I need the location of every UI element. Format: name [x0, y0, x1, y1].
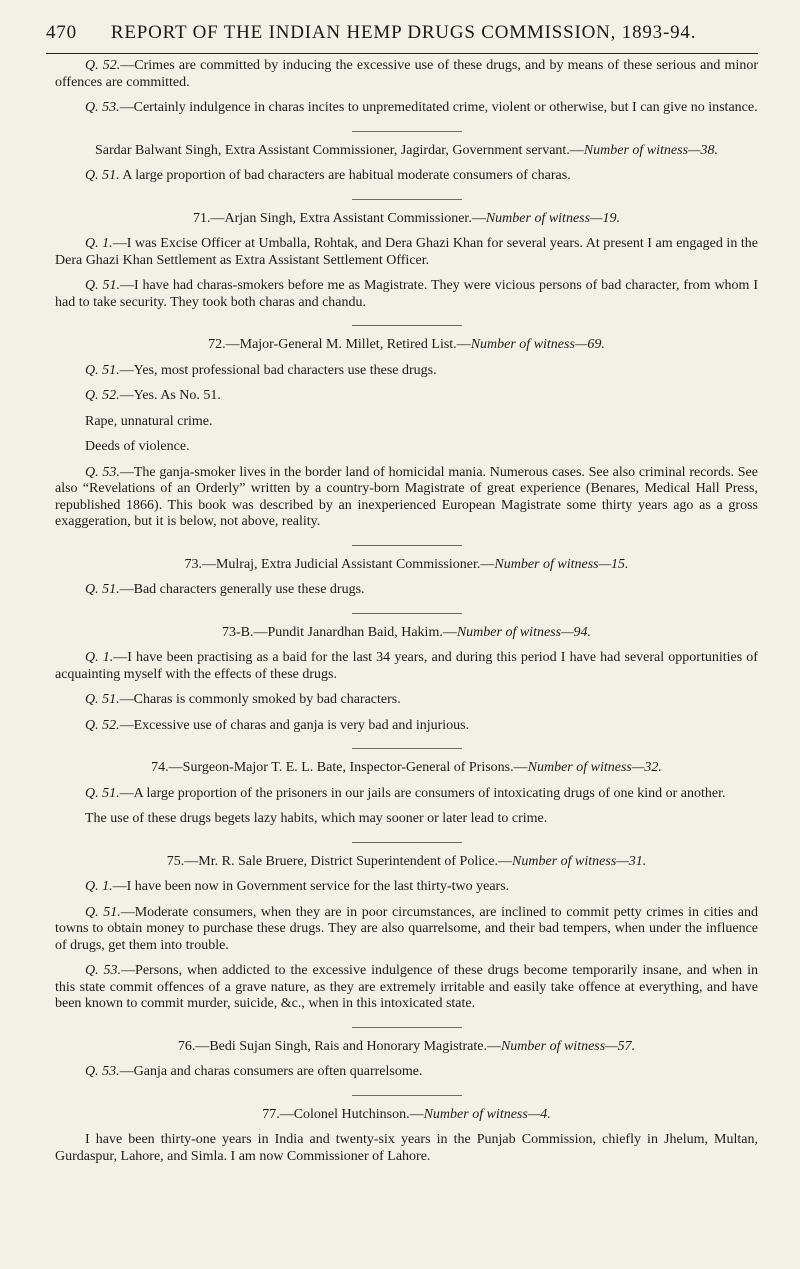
question-number: Q. 1. [85, 879, 113, 894]
answer-text: —Yes. As No. 51. [119, 388, 221, 403]
witness-number: Number of witness—38. [583, 142, 718, 158]
answer-paragraph [55, 439, 758, 456]
witness-number: Number of witness—31. [512, 853, 647, 869]
answer-paragraph [55, 692, 758, 709]
witness-heading [55, 625, 758, 642]
witness-heading [55, 1107, 758, 1124]
section-separator [352, 1027, 462, 1028]
question-number: Q. 1. [85, 236, 113, 251]
section-separator [352, 613, 462, 614]
answer-text: —I have had charas-smokers before me as Magistrate. They were vicious persons of bad character, from whom I had to take security. They took both charas and chandu. [55, 278, 758, 310]
page-header [46, 22, 758, 44]
answer-paragraph [55, 786, 758, 803]
answer-paragraph [55, 879, 758, 896]
answer-text: —Moderate consumers, when they are in poor circumstances, are inclined to commit petty crimes in cities and towns to obtain money to purchase these drugs. They are also quarrelsome, and their bad tempers, when under the influence of drugs, get them into trouble. [55, 904, 758, 953]
answer-text: —I was Excise Officer at Umballa, Rohtak, and Dera Ghazi Khan for several years. At present I am engaged in the Dera Ghazi Khan Settlement as Extra Assistant Settlement Officer. [55, 236, 758, 268]
question-number: Q. 51. [85, 904, 121, 920]
answer-text: —The ganja-smoker lives in the border land of homicidal mania. Numerous cases. See also criminal records. See also “Revelations of an Orderly” written by a country-born Magistrate of great experience (Benares, Medical Hall Press, republished 1866). This book was described by an inexperienced European Magistrate some thirty years ago as a gross exaggeration, but it is below, not above, reality. [55, 464, 758, 529]
answer-text: Deeds of violence. [85, 439, 190, 454]
answer-text: —Ganja and charas consumers are often quarrelsome. [119, 1064, 423, 1079]
section-separator [352, 199, 462, 200]
answer-text: —Yes, most professional bad characters use these drugs. [119, 362, 437, 378]
question-number: Q. 53. [85, 100, 120, 115]
answer-paragraph [55, 414, 758, 431]
question-number: Q. 51. [85, 582, 120, 597]
answer-paragraph [55, 811, 758, 828]
witness-name: 72.—Major-General M. Millet, Retired List.— [208, 337, 471, 352]
witness-heading [55, 1039, 758, 1056]
section-separator [352, 325, 462, 326]
question-number: Q. 51. [85, 278, 120, 293]
answer-paragraph [55, 582, 758, 599]
question-number: Q. 52. [85, 58, 121, 73]
witness-number: Number of witness—94. [456, 624, 592, 640]
answer-text: —I have been practising as a baid for the last 34 years, and during this period I have had several opportunities of acquainting myself with the effects of these drugs. [55, 650, 758, 682]
witness-heading [55, 557, 758, 574]
witness-name: 73-B.—Pundit Janardhan Baid, Hakim.— [221, 624, 457, 640]
witness-name: 74.—Surgeon-Major T. E. L. Bate, Inspector-General of Prisons.— [151, 760, 528, 775]
witness-number: Number of witness—57. [500, 1038, 636, 1054]
answer-text: —Charas is commonly smoked by bad characters. [119, 692, 401, 707]
witness-name: 75.—Mr. R. Sale Bruere, District Superintendent of Police.— [166, 853, 513, 869]
witness-heading [55, 211, 758, 228]
answer-text: —Crimes are committed by inducing the excessive use of these drugs, and by means of these serious and minor offences are committed. [55, 58, 758, 90]
answer-paragraph [55, 58, 758, 91]
answer-paragraph [55, 363, 758, 380]
witness-heading [55, 854, 758, 871]
answer-text: I have been thirty-one years in India and twenty-six years in the Punjab Commission, chiefly in Jhelum, Multan, Gurdaspur, Lahore, and Simla. I am now Commissioner of Lahore. [55, 1132, 758, 1164]
question-number: Q. 51. [85, 168, 120, 183]
answer-paragraph [55, 168, 758, 185]
question-number: Q. 51. [85, 785, 120, 801]
witness-number: Number of witness—15. [494, 556, 629, 572]
answer-text: —I have been now in Government service for the last thirty-two years. [112, 879, 510, 894]
answer-paragraph [55, 963, 758, 1013]
answer-text: —Persons, when addicted to the excessive indulgence of these drugs become temporarily insane, and when in this state commit offences of a grave nature, as they are extremely irritable and easily take offence at everything, and have been known to commit murder, suicide, &c., when in this intoxicated state. [55, 963, 758, 1011]
header-rule [46, 53, 758, 54]
answer-paragraph [55, 718, 758, 735]
answer-paragraph [55, 236, 758, 269]
page-number: 470 [46, 22, 77, 43]
page-body [55, 58, 758, 1174]
question-number: Q. 53. [85, 464, 120, 480]
witness-name: 73.—Mulraj, Extra Judicial Assistant Commissioner.— [184, 556, 495, 572]
answer-text: —Excessive use of charas and ganja is very bad and injurious. [119, 717, 470, 733]
answer-text: —A large proportion of the prisoners in our jails are consumers of intoxicating drugs of one kind or another. [119, 785, 726, 801]
section-separator [352, 545, 462, 546]
answer-text: A large proportion of bad characters are habitual moderate consumers of charas. [119, 168, 571, 183]
witness-name: Sardar Balwant Singh, Extra Assistant Commissioner, Jagirdar, Government servant.— [95, 142, 584, 158]
witness-number: Number of witness—19. [485, 210, 621, 226]
answer-paragraph [55, 100, 758, 117]
answer-paragraph [55, 388, 758, 405]
witness-heading [55, 337, 758, 354]
answer-paragraph [55, 278, 758, 311]
question-number: Q. 53. [85, 1064, 120, 1079]
answer-paragraph [55, 465, 758, 531]
witness-number: Number of witness—69. [470, 337, 605, 352]
witness-name: 71.—Arjan Singh, Extra Assistant Commissioner.— [192, 210, 486, 226]
section-separator [352, 748, 462, 749]
question-number: Q. 51. [85, 692, 120, 707]
section-separator [352, 131, 462, 132]
answer-paragraph [55, 1064, 758, 1081]
witness-name: 76.—Bedi Sujan Singh, Rais and Honorary Magistrate.— [177, 1038, 501, 1054]
question-number: Q. 52. [85, 717, 120, 733]
witness-heading [55, 143, 758, 160]
answer-text: Rape, unnatural crime. [85, 413, 213, 429]
witness-number: Number of witness—32. [527, 760, 662, 775]
question-number: Q. 53. [85, 963, 122, 978]
witness-name: 77.—Colonel Hutchinson.— [262, 1106, 424, 1122]
answer-paragraph [55, 650, 758, 683]
answer-text: —Bad characters generally use these drugs. [119, 582, 365, 597]
answer-text: The use of these drugs begets lazy habits, which may sooner or later lead to crime. [85, 811, 548, 826]
question-number: Q. 52. [85, 388, 120, 403]
question-number: Q. 1. [85, 650, 114, 665]
answer-text: —Certainly indulgence in charas incites to unpremeditated crime, violent or otherwise, but I can give no instance. [119, 100, 758, 115]
running-title: REPORT OF THE INDIAN HEMP DRUGS COMMISSION, 1893-94. [110, 22, 697, 43]
section-separator [352, 842, 462, 843]
witness-heading [55, 760, 758, 777]
answer-paragraph [55, 905, 758, 955]
question-number: Q. 51. [85, 362, 120, 378]
section-separator [352, 1095, 462, 1096]
answer-paragraph [55, 1132, 758, 1165]
witness-number: Number of witness—4. [423, 1106, 551, 1122]
